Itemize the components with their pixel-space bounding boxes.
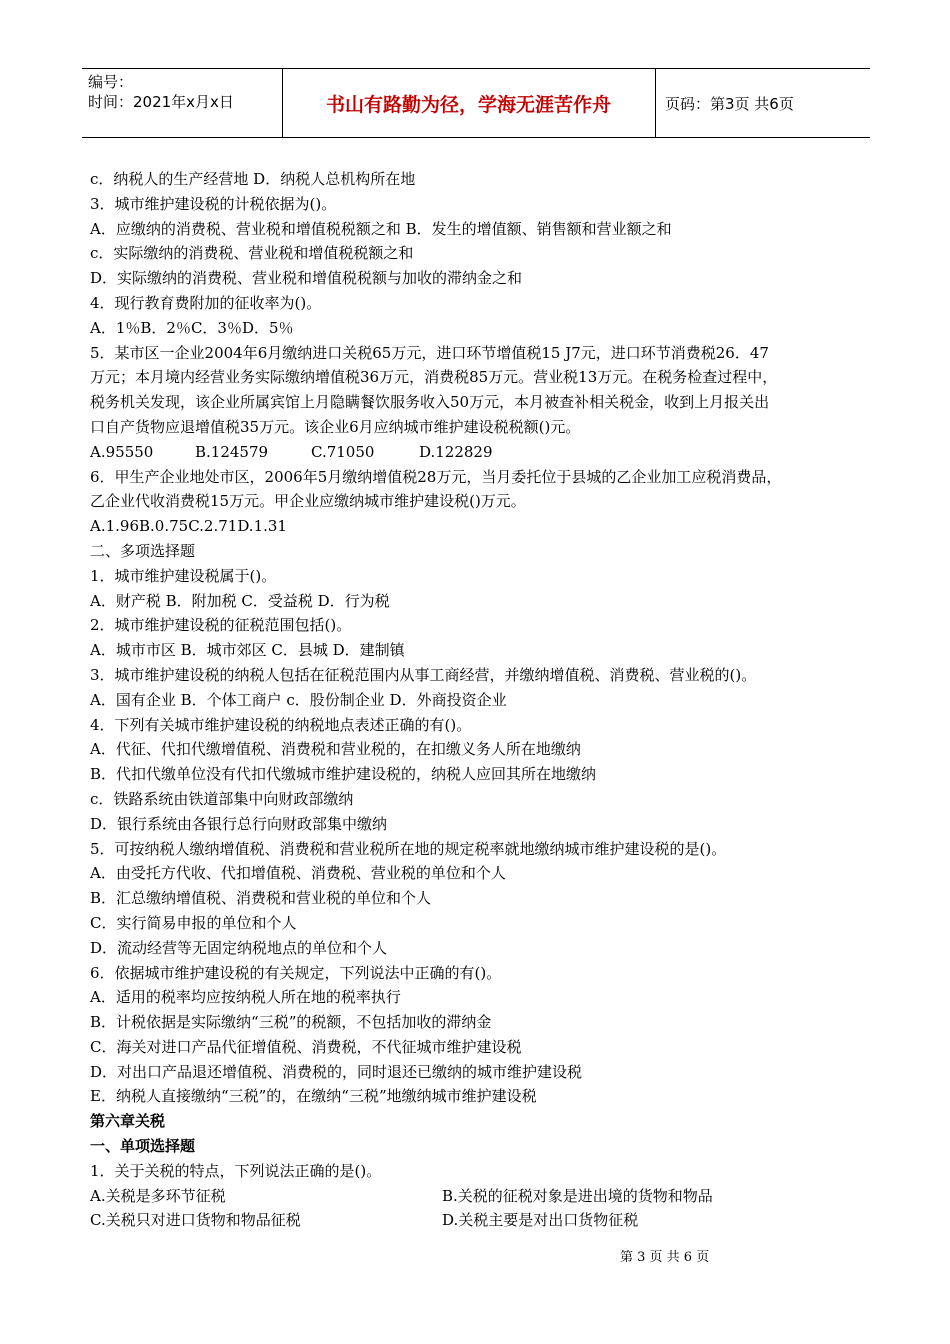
options-row: [90, 1208, 880, 1233]
text-line: C．实行简易申报的单位和个人: [90, 913, 297, 932]
text-line: A．财产税 B．附加税 C．受益税 D．行为税: [90, 591, 390, 610]
option-a: A.95550: [90, 442, 154, 461]
text-line: 3．城市维护建设税的纳税人包括在征税范围内从事工商经营，并缴纳增值税、消费税、营业税的()。: [90, 665, 757, 684]
text-line: D．流动经营等无固定纳税地点的单位和个人: [90, 938, 388, 957]
q5-options: [90, 440, 880, 465]
option-b: B.124579: [195, 442, 269, 461]
text-line: A．代征、代扣代缴增值税、消费税和营业税的，在扣缴义务人所在地缴纳: [90, 740, 581, 759]
option-d: D.1.31: [237, 517, 287, 536]
section-heading: 二、多项选择题: [90, 541, 196, 560]
text-line: D．实际缴纳的消费税、营业税和增值税税额与加收的滞纳金之和: [90, 269, 523, 288]
text-line: B．计税依据是实际缴纳“三税”的税额，不包括加收的滞纳金: [90, 1013, 492, 1032]
text-line: B．汇总缴纳增值税、消费税和营业税的单位和个人: [90, 889, 432, 908]
text-line: A．应缴纳的消费税、营业税和增值税税额之和 B．发生的增值额、销售额和营业额之和: [90, 219, 672, 238]
document-body: [90, 167, 880, 1233]
text-line: D．银行系统由各银行总行向财政部集中缴纳: [90, 814, 388, 833]
text-line: 口自产货物应退增值税35万元。该企业6月应纳城市维护建设税税额()元。: [90, 417, 581, 436]
header-motto: 书山有路勤为径，学海无涯苦作舟: [282, 69, 656, 137]
text-line: A．适用的税率均应按纳税人所在地的税率执行: [90, 988, 401, 1007]
section-title: 一、单项选择题: [90, 1137, 196, 1156]
text-line: 6．依据城市维护建设税的有关规定，下列说法中正确的有()。: [90, 963, 502, 982]
chapter-title: 第六章关税: [90, 1112, 166, 1131]
option-d: D.关税主要是对出口货物征税: [442, 1211, 639, 1230]
text-line: A．城市市区 B．城市郊区 C．县城 D．建制镇: [90, 641, 405, 660]
option-c: C.关税只对进口货物和物品征税: [90, 1211, 301, 1230]
text-line: 2．城市维护建设税的征税范围包括()。: [90, 616, 352, 635]
text-line: E．纳税人直接缴纳“三税”的，在缴纳“三税”地缴纳城市维护建设税: [90, 1087, 537, 1106]
text-line: 乙企业代收消费税15万元。甲企业应缴纳城市维护建设税()万元。: [90, 492, 526, 511]
text-line: 5．某市区一企业2004年6月缴纳进口关税65万元，进口环节增值税15 J7元，进口环节消费税26．47: [90, 343, 769, 362]
text-line: 6．甲生产企业地处市区，2006年5月缴纳增值税28万元，当月委托位于县城的乙企业加工应税消费品，: [90, 467, 782, 486]
text-line: A．由受托方代收、代扣增值税、消费税、营业税的单位和个人: [90, 864, 506, 883]
text-line: 4．现行教育费附加的征收率为()。: [90, 293, 322, 312]
option-c: C.71050: [311, 442, 375, 461]
text-line: C．海关对进口产品代征增值税、消费税，不代征城市维护建设税: [90, 1037, 522, 1056]
page-header: [82, 68, 870, 138]
option-b: B.关税的征税对象是进出境的货物和物品: [442, 1186, 713, 1205]
text-line: c．实际缴纳的消费税、营业税和增值税税额之和: [90, 244, 414, 263]
text-line: B．代扣代缴单位没有代扣代缴城市维护建设税的，纳税人应回其所在地缴纳: [90, 765, 597, 784]
page-footer: 第 3 页 共 6 页: [620, 1250, 710, 1265]
question-line: 1．关于关税的特点，下列说法正确的是()。: [90, 1161, 382, 1180]
option-a: A.1.96: [90, 517, 139, 536]
text-line: A．国有企业 B．个体工商户 c．股份制企业 D．外商投资企业: [90, 690, 507, 709]
option-c: C.2.71: [188, 517, 238, 536]
text-line: c．纳税人的生产经营地 D．纳税人总机构所在地: [90, 170, 416, 188]
options-row: [90, 1184, 880, 1209]
text-line: c．铁路系统由铁道部集中向财政部缴纳: [90, 789, 354, 808]
text-line: 税务机关发现，该企业所属宾馆上月隐瞒餐饮服务收入50万元，本月被查补相关税金，收到上月报关出: [90, 393, 770, 412]
text-line: 1．城市维护建设税属于()。: [90, 566, 277, 585]
option-d: D.122829: [419, 442, 493, 461]
text-line: 5．可按纳税人缴纳增值税、消费税和营业税所在地的规定税率就地缴纳城市维护建设税的是()。: [90, 839, 727, 858]
text-line: 万元；本月境内经营业务实际缴纳增值税36万元，消费税85万元。营业税13万元。在税务检查过程中，: [90, 368, 778, 387]
text-line: A．1％B．2％C．3％D．5％: [90, 318, 294, 337]
code-label: 编号：: [88, 73, 134, 91]
text-line: 3．城市维护建设税的计税依据为()。: [90, 194, 337, 213]
text-line: 4．下列有关城市维护建设税的纳税地点表述正确的有()。: [90, 715, 472, 734]
header-page-info: 页码：第3页 共6页: [665, 94, 794, 113]
header-meta: [82, 69, 283, 137]
option-a: A.关税是多环节征税: [90, 1186, 226, 1205]
option-b: B.0.75: [139, 517, 189, 536]
q6-options: [90, 514, 880, 539]
date-line: 时间：2021年x月x日: [88, 93, 234, 111]
text-line: D．对出口产品退还增值税、消费税的，同时退还已缴纳的城市维护建设税: [90, 1062, 583, 1081]
